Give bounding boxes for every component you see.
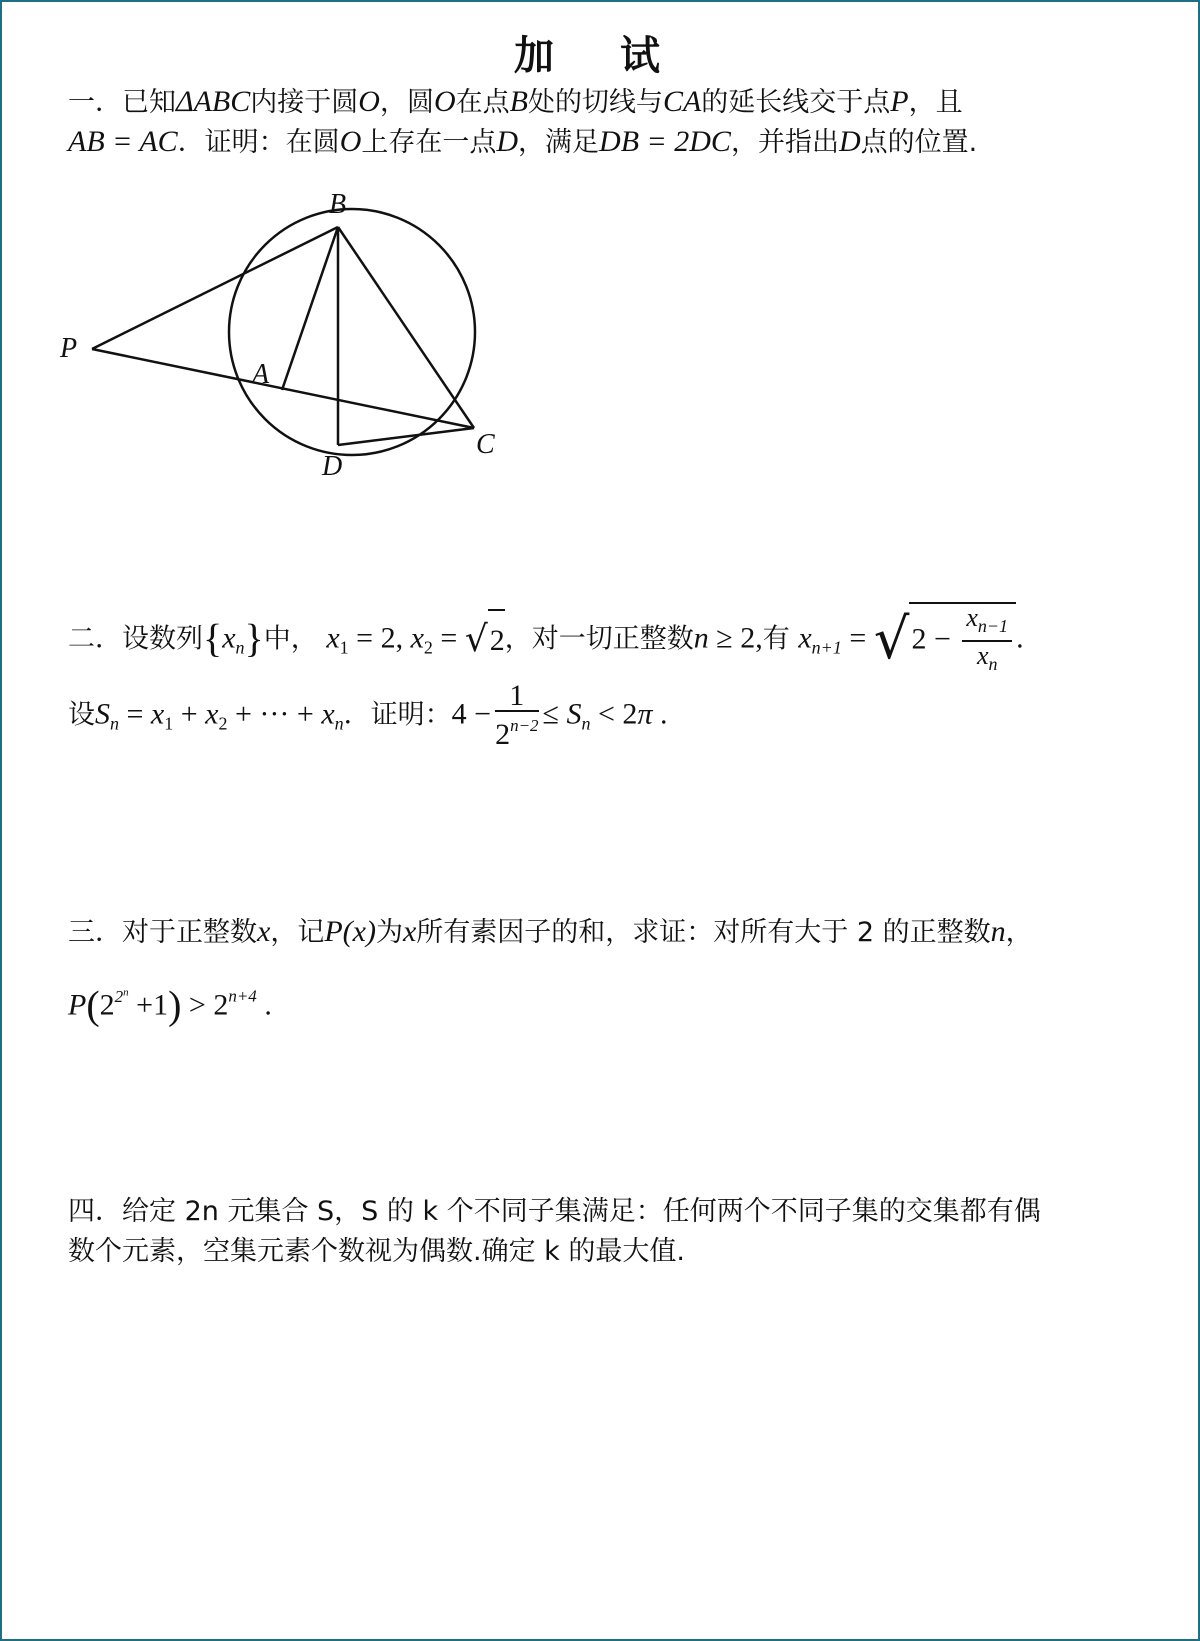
q1-number: 一．	[68, 87, 122, 118]
q3-line1: 三．对于正整数x，记P(x)为x所有素因子的和，求证：对所有大于 2 的正整数n，	[68, 915, 1033, 948]
label-b: B	[329, 189, 347, 220]
segment-bc	[338, 227, 474, 428]
q2-line2: 设$S_n = x_1 + x_2$ + ··· + $x_n$．证明：4 − $\frac{1}{2^{n-2}}$ ≤ $S_n < 2\pi$ .	[68, 679, 668, 751]
label-c: C	[476, 429, 495, 460]
geometry-figure	[42, 177, 562, 497]
q2-line1: 二．设数列$\{x_n\}$中， $x_1 = 2$, $x_2 = √2$，对一切正整数n ≥ 2,有 $x_{n+1} = √2$ − $\frac{x_{n-1}}{x_n}$ .	[68, 602, 1024, 678]
q1-line2: AB = AC．证明：在圆O上存在一点D，满足DB = 2DC，并指出D点的位置.	[68, 125, 978, 158]
label-a: A	[252, 359, 270, 390]
q4-number: 四．	[68, 1196, 122, 1227]
label-p: P	[60, 333, 78, 364]
q2-number: 二．	[68, 623, 122, 655]
q3-number: 三．	[68, 917, 122, 948]
q3-line2: $P(2^{2^n} +1) > 2^{n+4}$ .	[68, 982, 272, 1028]
label-d: D	[322, 451, 343, 482]
q4-line2: 数个元素，空集元素个数视为偶数.确定 k 的最大值.	[68, 1236, 685, 1267]
page-title: 加 试	[514, 33, 686, 79]
q4-line1: 四．给定 2n 元集合 S，S 的 k 个不同子集满足：任何两个不同子集的交集都有偶	[68, 1196, 1041, 1227]
q1-line1: 一．已知ΔABC内接于圆O，圆O在点B处的切线与CA的延长线交于点P，且	[68, 85, 963, 118]
